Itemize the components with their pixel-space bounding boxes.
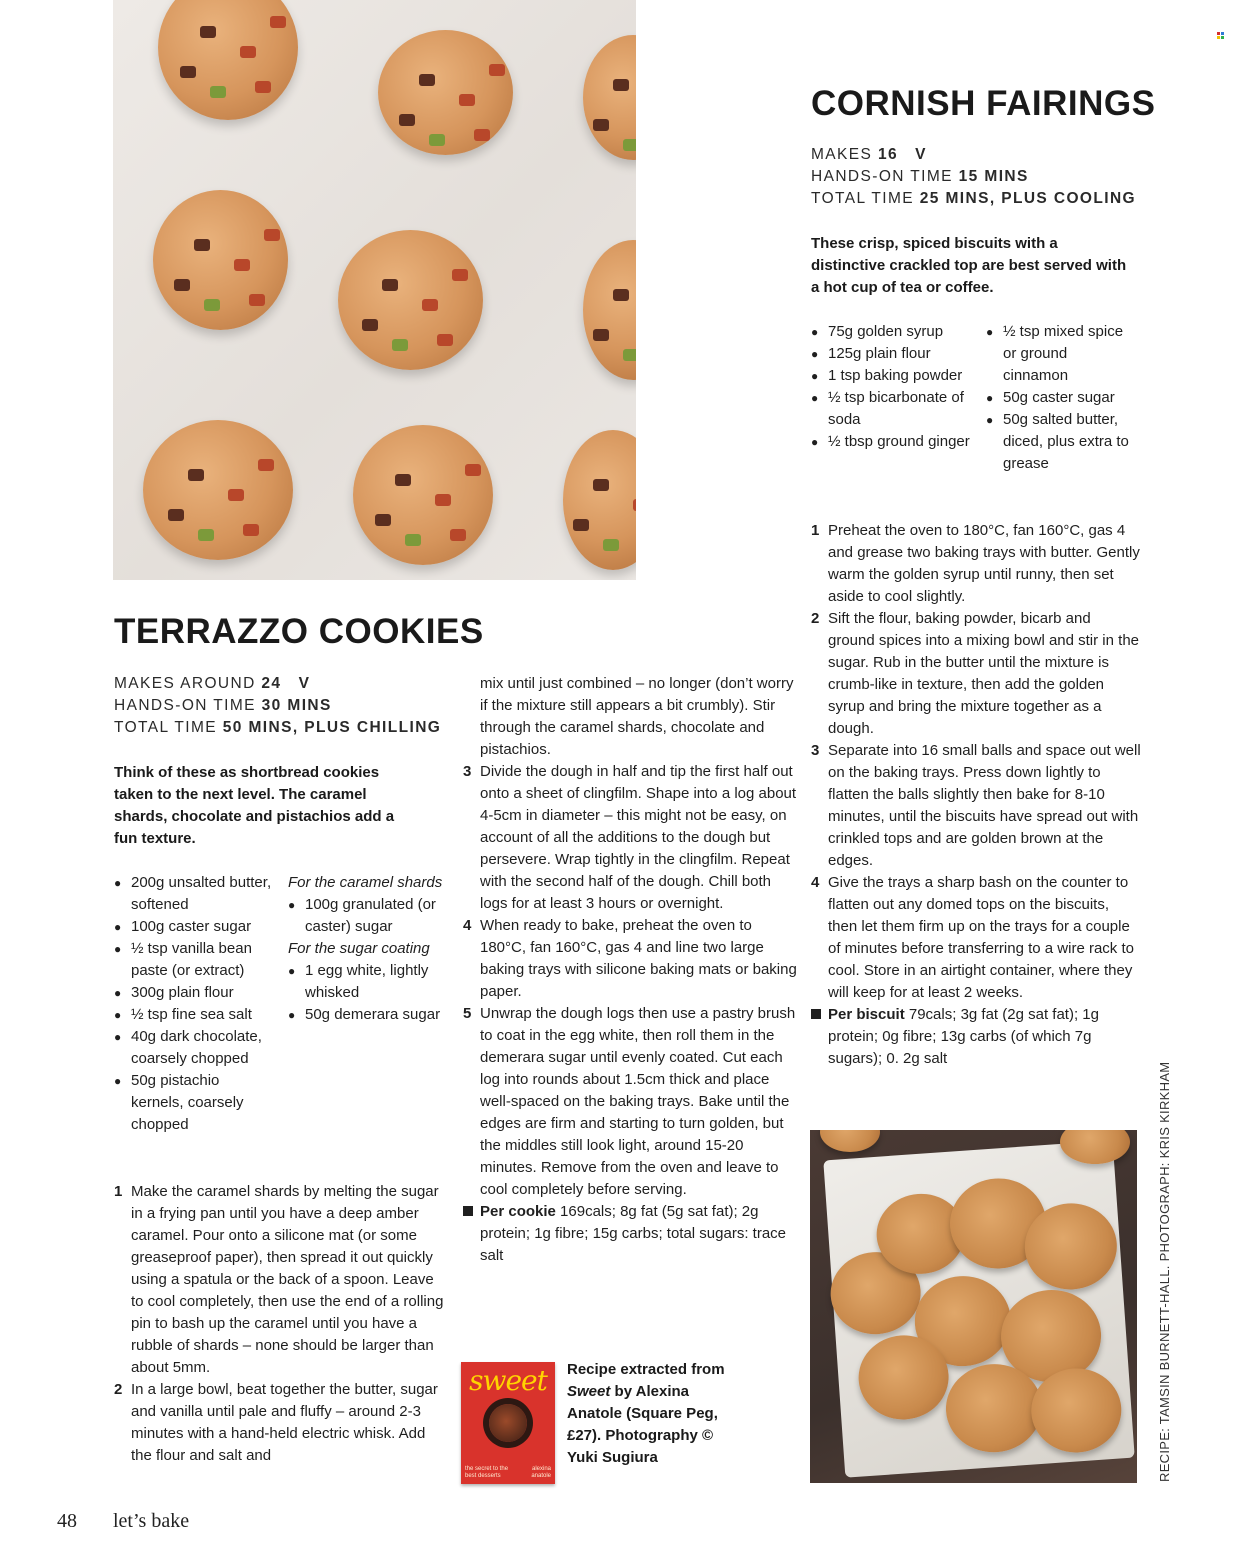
- book-cover-dessert-image: [489, 1404, 527, 1442]
- total-time-label: TOTAL TIME: [811, 190, 914, 207]
- method-step: [811, 872, 1141, 1004]
- book-cover-title: sweet: [469, 1364, 547, 1397]
- makes-label: MAKES: [811, 146, 873, 163]
- page-number: 48: [57, 1510, 77, 1532]
- step-text: Divide the dough in half and tip the first half out onto a sheet of clingfilm. Shape into a log about 4-5cm in diameter – this might not be easy, on account of all the additions to the dough but persevere. Wrap tightly in the clingfilm. Repeat with the second half of the dough. Chill both logs for at least 3 hours or overnight.: [480, 763, 797, 912]
- hands-on-value: 15 MINS: [958, 168, 1029, 185]
- publisher-logo-mark: [1217, 32, 1224, 39]
- method-step: [811, 740, 1141, 872]
- ingredient-item: ● 100g caster sugar: [114, 916, 274, 938]
- ingredient-item: ● 50g caster sugar: [986, 387, 1136, 409]
- step-text: Preheat the oven to 180°C, fan 160°C, gas 4 and grease two baking trays with butter. Gently warm the golden syrup until runny, then set aside to cool slightly.: [828, 522, 1140, 605]
- book-cover-footer: [465, 1466, 551, 1480]
- credit-book-title: Sweet: [567, 1383, 611, 1400]
- step-number: 1: [811, 522, 820, 539]
- terrazzo-intro: Think of these as shortbread cookies taken to the next level. The caramel shards, chocolate and pistachios add a fun texture.: [114, 764, 395, 847]
- coating-heading: For the sugar coating: [288, 940, 430, 957]
- book-cover-tagline: the secret to the best desserts: [465, 1466, 509, 1479]
- fairings-nutrition: [811, 1004, 1141, 1070]
- ingredient-item: ● 125g plain flour: [811, 343, 976, 365]
- fairings-title: CORNISH FAIRINGS: [811, 84, 1156, 123]
- step-number: 3: [463, 763, 472, 780]
- nutrition-text: 79cals; 3g fat (2g sat fat); 1g protein; 0g fibre; 13g carbs (of which 7g sugars); 0. 2g salt: [828, 1006, 1099, 1067]
- terrazzo-title: TERRAZZO COOKIES: [114, 612, 484, 651]
- terrazzo-ingredients: [114, 872, 274, 1136]
- book-cover: [461, 1362, 555, 1484]
- step-2-continued: mix until just combined – no longer (don’t worry if the mixture still appears a bit crumbly). Stir through the caramel shards, chocolate and pistachios.: [480, 675, 794, 758]
- fairings-ingredients-b: [986, 321, 1136, 475]
- terrazzo-meta: [114, 673, 441, 739]
- book-cover-author: alexina anatole: [531, 1466, 551, 1479]
- fairings-intro: These crisp, spiced biscuits with a distinctive crackled top are best served with a hot cup of tea or coffee.: [811, 235, 1127, 296]
- step-text: Separate into 16 small balls and space out well on the baking trays. Press down lightly to flatten the balls slightly then bake for 8-10 minutes, until the biscuits have spread out with crinkled tops and are golden brown at the edges.: [828, 742, 1141, 869]
- step-number: 2: [811, 610, 820, 627]
- step-text: When ready to bake, preheat the oven to 180°C, fan 160°C, gas 4 and line two large baking trays with silicone baking mats or baking paper.: [480, 917, 797, 1000]
- fairings-method: [811, 520, 1141, 1070]
- step-text: In a large bowl, beat together the butter, sugar and vanilla until pale and fluffy – around 2-3 minutes with a hand-held electric whisk. Add the flour and salt and: [131, 1381, 438, 1464]
- section-name: let’s bake: [113, 1510, 190, 1532]
- credit-lead: Recipe extracted from: [567, 1361, 725, 1378]
- total-time-label: TOTAL TIME: [114, 719, 217, 736]
- method-step: [463, 915, 799, 1003]
- method-step: [463, 761, 799, 915]
- ingredient-item: ● 200g unsalted butter, softened: [114, 872, 274, 916]
- total-time-value: 25 MINS, PLUS COOLING: [919, 190, 1137, 207]
- method-step: [114, 1379, 444, 1467]
- cornish-fairings-photo: [810, 1130, 1137, 1483]
- vegetarian-badge: V: [915, 146, 927, 163]
- ingredient-item: ● ½ tsp bicarbonate of soda: [811, 387, 976, 431]
- ingredient-item: ● 300g plain flour: [114, 982, 274, 1004]
- makes-value: 24: [261, 675, 282, 692]
- nutrition-label: Per biscuit: [828, 1006, 905, 1023]
- photo-credit: RECIPE: TAMSIN BURNETT-HALL. PHOTOGRAPH: KRIS KIRKHAM: [1157, 1061, 1172, 1482]
- method-step: [463, 1003, 799, 1201]
- ingredient-item: ● 50g demerara sugar: [288, 1004, 448, 1026]
- step-text: Sift the flour, baking powder, bicarb and ground spices into a mixing bowl and stir in the sugar. Rub in the butter until the mixture is crumb-like in texture, then add the golden syrup and bring the mixture together as a dough.: [828, 610, 1140, 737]
- ingredient-item: ● 100g granulated (or caster) sugar: [288, 894, 448, 938]
- ingredient-item: ● ½ tsp fine sea salt: [114, 1004, 274, 1026]
- terrazzo-cookies-photo: [113, 0, 636, 580]
- terrazzo-sub-ingredients: [288, 872, 448, 1026]
- fairings-meta: [811, 144, 1136, 210]
- ingredient-item: ● ½ tsp mixed spice or ground cinnamon: [986, 321, 1136, 387]
- vegetarian-badge: V: [298, 675, 311, 692]
- hands-on-label: HANDS-ON TIME: [114, 697, 256, 714]
- terrazzo-method-a: [114, 1181, 444, 1467]
- method-step: [811, 608, 1141, 740]
- terrazzo-method-b: [463, 673, 799, 1267]
- ingredient-item: ● 50g pistachio kernels, coarsely chopped: [114, 1070, 274, 1136]
- method-step: [114, 1181, 444, 1379]
- ingredient-item: ● 50g salted butter, diced, plus extra to grease: [986, 409, 1136, 475]
- step-number: 5: [463, 1005, 472, 1022]
- terrazzo-nutrition: [463, 1201, 799, 1267]
- hands-on-label: HANDS-ON TIME: [811, 168, 953, 185]
- nutrition-text: 169cals; 8g fat (5g sat fat); 2g protein; 1g fibre; 15g carbs; total sugars: trace salt: [480, 1203, 786, 1264]
- hands-on-value: 30 MINS: [261, 697, 332, 714]
- makes-value: 16: [877, 146, 899, 163]
- credit-by: by Alexina Anatole (Square Peg, £27). Photography © Yuki Sugiura: [567, 1383, 718, 1466]
- ingredient-item: ● 75g golden syrup: [811, 321, 976, 343]
- step-number: 3: [811, 742, 820, 759]
- fairings-ingredients-a: [811, 321, 976, 453]
- ingredient-item: ● ½ tbsp ground ginger: [811, 431, 976, 453]
- step-number: 4: [811, 874, 820, 891]
- makes-label: MAKES AROUND: [114, 675, 256, 692]
- step-number: 4: [463, 917, 472, 934]
- step-number: 1: [114, 1183, 123, 1200]
- nutrition-label: Per cookie: [480, 1203, 556, 1220]
- step-text: Unwrap the dough logs then use a pastry brush to coat in the egg white, then roll them in the demerara sugar until evenly coated. Cut each log into rounds about 1.5cm thick and place well-spaced on the baking trays. Bake until the edges are firm and starting to turn golden, but the middles still look light, around 15-20 minutes. Remove from the oven and leave to cool completely before serving.: [480, 1005, 796, 1198]
- ingredient-item: ● 1 egg white, lightly whisked: [288, 960, 448, 1004]
- ingredient-item: ● ½ tsp vanilla bean paste (or extract): [114, 938, 274, 982]
- ingredient-item: ● 40g dark chocolate, coarsely chopped: [114, 1026, 274, 1070]
- total-time-value: 50 MINS, PLUS CHILLING: [222, 719, 442, 736]
- book-credit: [567, 1359, 727, 1469]
- step-text: Give the trays a sharp bash on the counter to flatten out any domed tops on the biscuits, then let them firm up on the trays for a couple of minutes before transferring to a wire rack to cool. Store in an airtight container, where they will keep for at least 2 weeks.: [828, 874, 1134, 1001]
- step-number: 2: [114, 1381, 123, 1398]
- step-text: Make the caramel shards by melting the sugar in a frying pan until you have a deep amber caramel. Pour onto a silicone mat (or some greaseproof paper), then spread it out quickly using a spatula or the back of a spoon. Leave to cool completely, then use the end of a rolling pin to bash up the caramel until you have a rubble of shards – none should be larger than about 5mm.: [131, 1183, 444, 1376]
- method-step: [811, 520, 1141, 608]
- caramel-heading: For the caramel shards: [288, 874, 443, 891]
- ingredient-item: ● 1 tsp baking powder: [811, 365, 976, 387]
